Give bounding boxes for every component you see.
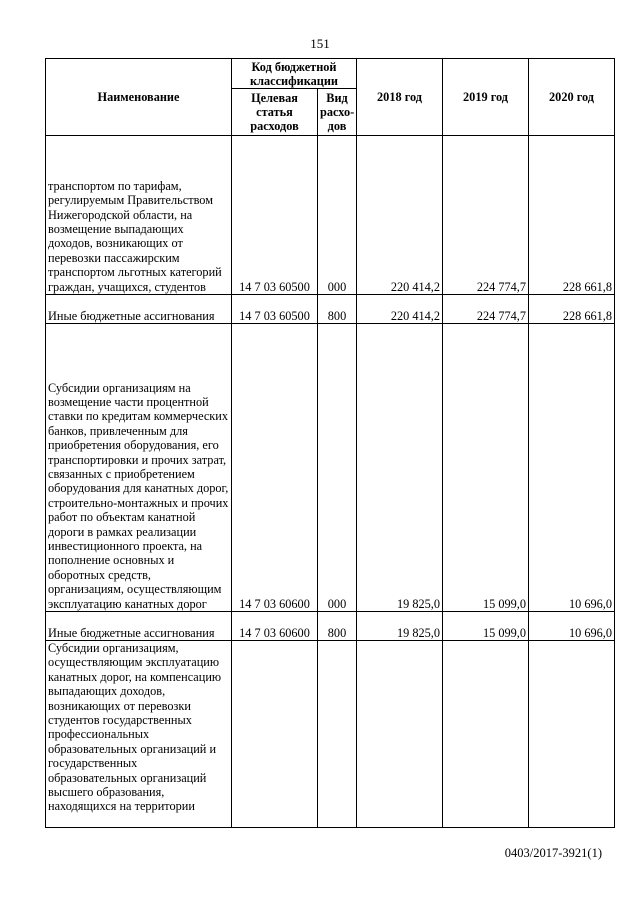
row-2019: 224 774,7 xyxy=(443,295,529,324)
row-2018 xyxy=(357,641,443,828)
row-name: транспортом по тарифам, регулируемым Правительством Нижегородской области, на возмещение выпадающих доходов, возникающих от перевозки пассажирским транспортом льготных категорий граждан, учащихся, студентов xyxy=(46,136,232,295)
header-name: Наименование xyxy=(46,59,232,136)
row-kind: 000 xyxy=(318,136,357,295)
header-target-article: Целевая статья расходов xyxy=(232,89,318,136)
row-2019: 15 099,0 xyxy=(443,324,529,612)
row-kind: 800 xyxy=(318,295,357,324)
row-2018: 220 414,2 xyxy=(357,295,443,324)
header-code-group: Код бюджетной классификации xyxy=(232,59,357,89)
table-row xyxy=(46,136,615,295)
row-2018: 19 825,0 xyxy=(357,612,443,641)
header-2018: 2018 год xyxy=(357,59,443,136)
row-2020: 228 661,8 xyxy=(529,136,615,295)
row-name: Субсидии организациям на возмещение части процентной ставки по кредитам коммерческих банков, привлеченным для приобретения оборудования, его транспортировки и прочих затрат, связанных с приобретением оборудования для канатных дорог, строительно-монтажных и прочих работ по объектам канатной дороги в рамках реализации инвестиционного проекта, на пополнение основных и оборотных средств, организациям, осуществляющим эксплуатацию канатных дорог xyxy=(46,324,232,612)
budget-table xyxy=(45,58,615,828)
row-2020: 228 661,8 xyxy=(529,295,615,324)
header-2019: 2019 год xyxy=(443,59,529,136)
table-row xyxy=(46,612,615,641)
row-code: 14 7 03 60600 xyxy=(232,324,318,612)
table-row xyxy=(46,324,615,612)
header-expense-kind: Вид расхо-дов xyxy=(318,89,357,136)
row-code: 14 7 03 60600 xyxy=(232,612,318,641)
table-row xyxy=(46,641,615,828)
table-row xyxy=(46,295,615,324)
row-code: 14 7 03 60500 xyxy=(232,136,318,295)
row-2019: 224 774,7 xyxy=(443,136,529,295)
row-code: 14 7 03 60500 xyxy=(232,295,318,324)
row-kind xyxy=(318,641,357,828)
row-2018: 220 414,2 xyxy=(357,136,443,295)
page-number: 151 xyxy=(310,36,330,51)
row-2019 xyxy=(443,641,529,828)
row-2018: 19 825,0 xyxy=(357,324,443,612)
document-code: 0403/2017-3921(1) xyxy=(504,846,602,860)
row-2020: 10 696,0 xyxy=(529,324,615,612)
row-kind: 800 xyxy=(318,612,357,641)
row-2020 xyxy=(529,641,615,828)
row-2019: 15 099,0 xyxy=(443,612,529,641)
row-name: Иные бюджетные ассигнования xyxy=(46,612,232,641)
row-2020: 10 696,0 xyxy=(529,612,615,641)
header-2020: 2020 год xyxy=(529,59,615,136)
row-code xyxy=(232,641,318,828)
row-name: Иные бюджетные ассигнования xyxy=(46,295,232,324)
row-kind: 000 xyxy=(318,324,357,612)
row-name: Субсидии организациям, осуществляющим эксплуатацию канатных дорог, на компенсацию выпадающих доходов, возникающих от перевозки студентов государственных профессиональных образовательных организаций и государственных образовательных организаций высшего образования, находящихся на территории xyxy=(46,641,232,828)
